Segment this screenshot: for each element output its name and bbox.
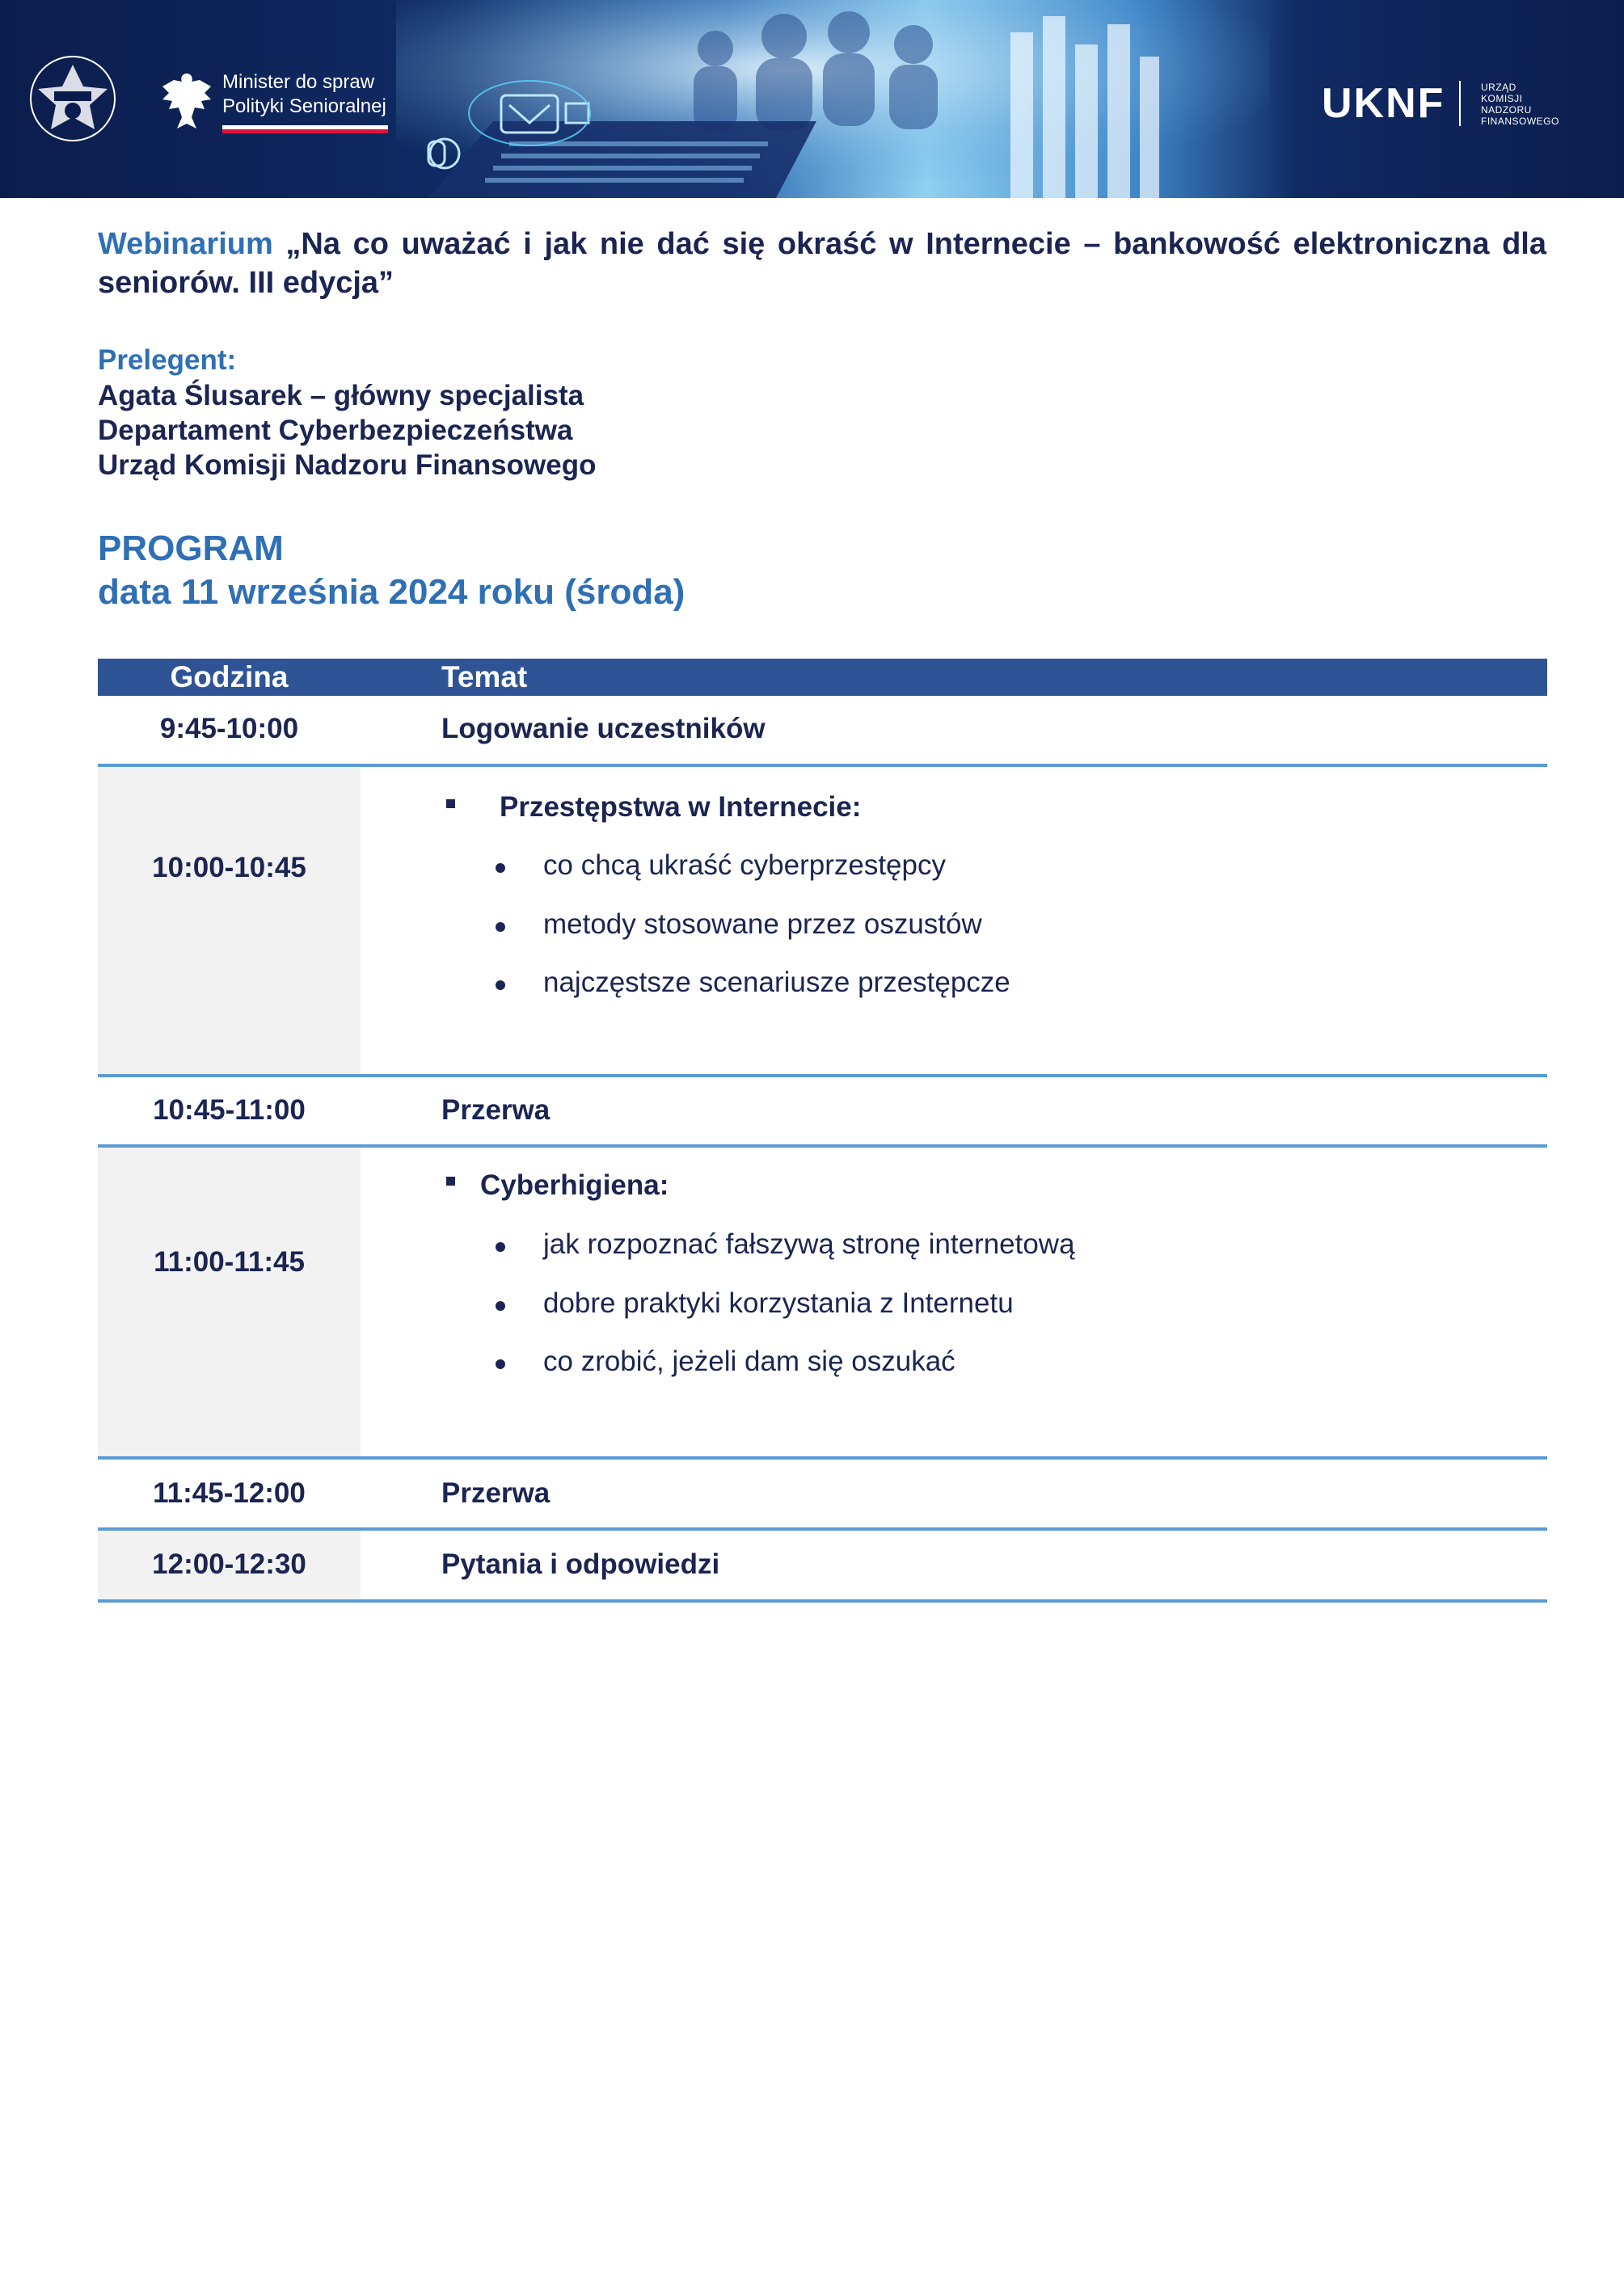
- polish-flag-stripe: [222, 125, 388, 133]
- time-slot: 9:45-10:00: [159, 713, 299, 744]
- time-slot: 11:45-12:00: [153, 1477, 306, 1509]
- time-slot: 12:00-12:30: [152, 1548, 306, 1580]
- table-header: [98, 659, 1547, 696]
- program-heading: PROGRAM: [98, 529, 284, 568]
- bullet-item: dobre praktyki korzystania z Internetu: [543, 1287, 1014, 1319]
- time-slot: 10:45-11:00: [153, 1094, 306, 1126]
- square-bullet-icon: [446, 1177, 455, 1186]
- speaker-name: Agata Ślusarek – główny specjalista: [98, 380, 584, 411]
- header-banner: [0, 0, 1624, 198]
- webinar-title-lead: Webinarium: [98, 227, 273, 261]
- bullet-dot-icon: [496, 1301, 505, 1311]
- column-header-topic: Temat: [441, 660, 528, 693]
- uknf-subtitle-line: URZĄD: [1481, 82, 1516, 93]
- speaker-organization: Urząd Komisji Nadzoru Finansowego: [98, 449, 597, 481]
- bullet-dot-icon: [496, 922, 505, 932]
- police-badge-logo: [20, 53, 125, 145]
- table-row: [98, 696, 1547, 767]
- minister-name-line-2: Polityki Senioralnej: [222, 95, 386, 117]
- uknf-subtitle-line: FINANSOWEGO: [1481, 116, 1559, 127]
- webinar-title-text: „Na co uważać i jak nie dać się okraść w Internecie – bankowość elektroniczna dla seniorów. III edycja”: [98, 227, 1546, 300]
- row-divider: [98, 1599, 1547, 1603]
- table-row: [98, 767, 1547, 1077]
- uknf-subtitle-line: KOMISJI: [1481, 93, 1523, 104]
- topic: Przerwa: [441, 1477, 550, 1509]
- table-row: [98, 1077, 1547, 1148]
- bullet-dot-icon: [496, 1242, 505, 1252]
- time-cell: [98, 1148, 361, 1460]
- bullet-item: metody stosowane przez oszustów: [543, 908, 982, 940]
- section-title: Cyberhigiena:: [480, 1169, 669, 1201]
- section-title: Przestępstwa w Internecie:: [500, 791, 862, 823]
- uknf-subtitle-line: NADZORU: [1481, 104, 1532, 116]
- program-date: data 11 września 2024 roku (środa): [98, 572, 685, 612]
- table-row: [98, 1460, 1547, 1531]
- bullet-dot-icon: [496, 863, 505, 873]
- time-cell: [98, 767, 361, 1077]
- webinar-title: [98, 225, 1546, 302]
- bullet-item: co zrobić, jeżeli dam się oszukać: [543, 1346, 955, 1377]
- minister-name-line-1: Minister do spraw: [222, 71, 375, 93]
- bullet-dot-icon: [496, 980, 505, 990]
- topic: Przerwa: [441, 1094, 550, 1126]
- uknf-logo: UKNF: [1322, 80, 1445, 127]
- bullet-dot-icon: [496, 1359, 505, 1369]
- table-row: [98, 1531, 1547, 1603]
- time-slot: 11:00-11:45: [154, 1246, 305, 1278]
- time-slot: 10:00-10:45: [152, 852, 306, 883]
- table-row: [98, 1148, 1547, 1460]
- polish-eagle-emblem: [158, 69, 216, 135]
- topic: Logowanie uczestników: [441, 713, 766, 744]
- bullet-item: co chcą ukraść cyberprzestępcy: [543, 849, 946, 881]
- bullet-item: jak rozpoznać fałszywą stronę internetową: [543, 1228, 1075, 1260]
- bullet-item: najczęstsze scenariusze przestępcze: [543, 967, 1010, 998]
- speaker-label: Prelegent:: [98, 344, 237, 376]
- cyber-security-illustration: [396, 0, 1269, 198]
- column-header-time: Godzina: [170, 660, 289, 693]
- logo-divider: [1459, 81, 1461, 126]
- square-bullet-icon: [446, 799, 455, 808]
- topic: Pytania i odpowiedzi: [441, 1548, 720, 1580]
- speaker-department: Departament Cyberbezpieczeństwa: [98, 415, 573, 446]
